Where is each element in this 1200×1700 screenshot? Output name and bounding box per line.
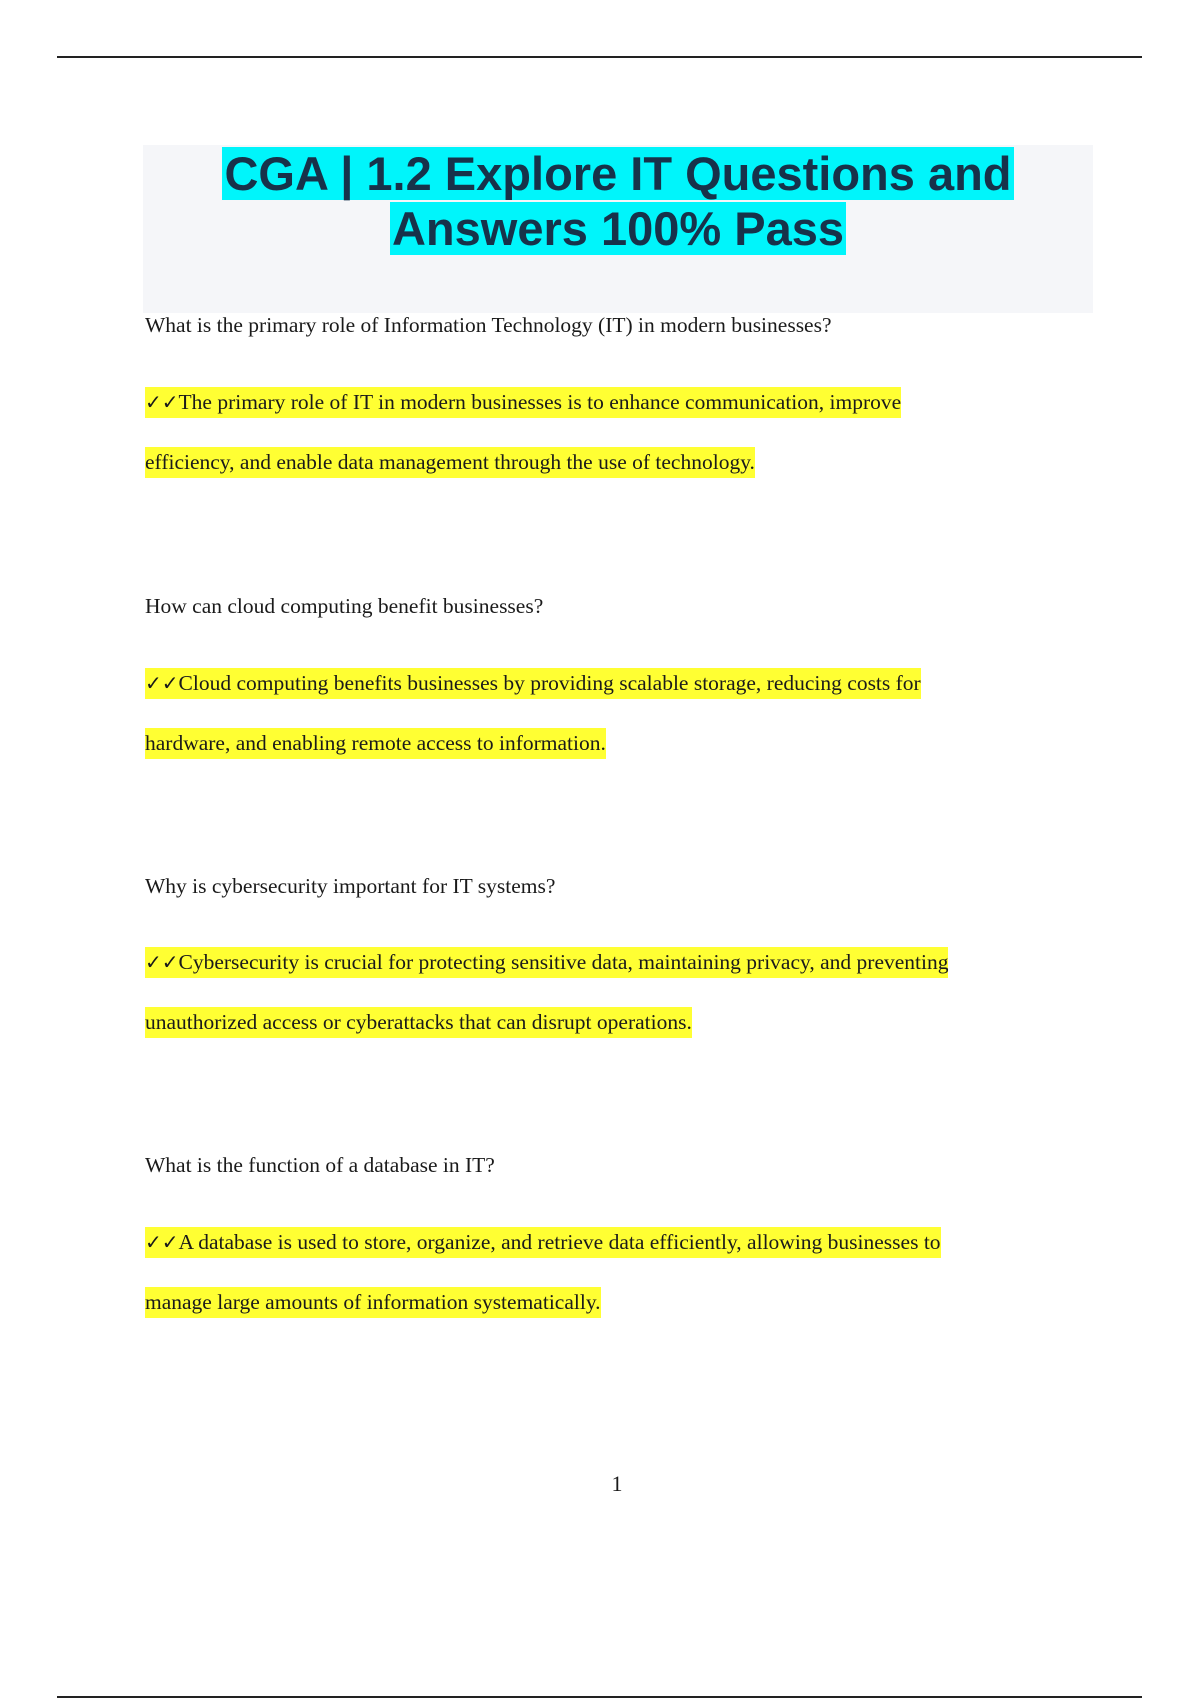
answer-4-line-2: manage large amounts of information systematically. bbox=[145, 1287, 601, 1318]
answer-1-line-1: ✓✓The primary role of IT in modern businesses is to enhance communication, improve bbox=[145, 387, 901, 418]
answer-3-line-1: ✓✓Cybersecurity is crucial for protecting sensitive data, maintaining privacy, and preventing bbox=[145, 947, 948, 978]
question-3: Why is cybersecurity important for IT systems? bbox=[145, 874, 556, 898]
question-4: What is the function of a database in IT? bbox=[145, 1153, 495, 1177]
page-number: 1 bbox=[611, 1471, 623, 1496]
answer-2 bbox=[145, 653, 1065, 773]
top-rule bbox=[57, 56, 1142, 58]
answer-3 bbox=[145, 932, 1065, 1052]
bottom-rule bbox=[57, 1696, 1142, 1698]
answer-3-line-2: unauthorized access or cyberattacks that can disrupt operations. bbox=[145, 1007, 692, 1038]
question-2: How can cloud computing benefit businesses? bbox=[145, 594, 544, 618]
answer-1 bbox=[145, 372, 1065, 492]
check-icon: ✓✓ bbox=[145, 950, 179, 974]
check-icon: ✓✓ bbox=[145, 671, 179, 695]
check-icon: ✓✓ bbox=[145, 1230, 179, 1254]
answer-2-line-1: ✓✓Cloud computing benefits businesses by providing scalable storage, reducing costs for bbox=[145, 668, 921, 699]
title-line-2: Answers 100% Pass bbox=[391, 202, 844, 255]
check-icon: ✓✓ bbox=[145, 390, 179, 414]
title-line-1: CGA | 1.2 Explore IT Questions and bbox=[224, 147, 1012, 200]
answer-1-line-2: efficiency, and enable data management through the use of technology. bbox=[145, 447, 755, 478]
answer-4-line-1: ✓✓A database is used to store, organize, and retrieve data efficiently, allowing businesses to bbox=[145, 1227, 941, 1258]
answer-2-line-2: hardware, and enabling remote access to information. bbox=[145, 728, 606, 759]
question-1: What is the primary role of Information Technology (IT) in modern businesses? bbox=[145, 313, 832, 337]
answer-4 bbox=[145, 1212, 1065, 1332]
document-title bbox=[143, 146, 1093, 256]
